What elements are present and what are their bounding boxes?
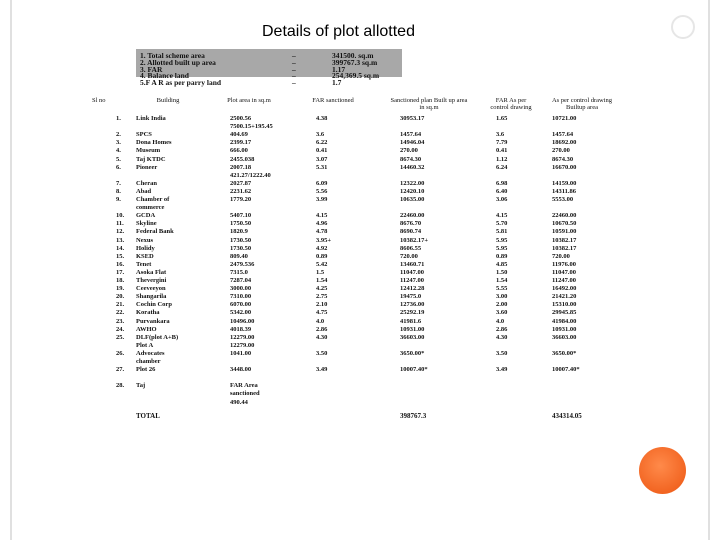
cell-control-drawing: 10591.00 [552, 228, 577, 236]
table-row [88, 277, 628, 285]
cell-far-as-per: 5.55 [496, 285, 508, 293]
cell-slno: 26. [116, 349, 125, 357]
cell-plot-area: 1779.20 [230, 196, 252, 203]
cell-building: Koratha [136, 309, 160, 317]
cell-control-drawing: 11047.00 [552, 268, 577, 276]
summary-value: 1.17 [332, 64, 346, 74]
cell-sanctioned: 11047.00 [400, 268, 425, 276]
cell-far: 2.86 [316, 325, 328, 333]
cell-building: Skyline [136, 220, 157, 228]
cell-plot-area: sanctioned [230, 390, 260, 398]
table-row [88, 196, 628, 204]
cell-far-as-per: 6.24 [496, 163, 508, 171]
cell-far: 4.30 [316, 333, 328, 341]
cell-far: 4.38 [316, 115, 328, 122]
cell-sanctioned: 8676.70 [400, 220, 422, 228]
decorative-orange-circle [639, 447, 686, 494]
cell-building: Thevergini [136, 277, 167, 284]
cell-control-drawing: 11247.00 [552, 277, 577, 284]
cell-building: Nexus [136, 236, 153, 244]
cell-far-as-per: 0.89 [496, 252, 508, 260]
cell-far-as-per: 2.86 [496, 325, 508, 333]
cell-far-as-per: 7.79 [496, 139, 508, 147]
cell-sanctioned: 14946.04 [400, 139, 425, 147]
table-row [88, 164, 628, 172]
cell-plot-area: 1041.00 [230, 349, 252, 357]
cell-far-as-per: 2.00 [496, 301, 508, 309]
summary-dash: – [292, 78, 296, 88]
cell-plot-area: 7310.00 [230, 293, 252, 301]
cell-slno: 7. [116, 179, 121, 187]
cell-slno: 17. [116, 268, 125, 276]
cell-control-drawing: 29945.85 [552, 309, 577, 317]
cell-control-drawing: 10382.17 [552, 244, 577, 252]
table-row [88, 131, 628, 139]
cell-control-drawing: 8674.30 [552, 155, 574, 163]
table-row [88, 212, 628, 220]
cell-control-drawing: 41984.00 [552, 317, 577, 325]
cell-plot-area: 7315.0 [230, 268, 248, 276]
cell-sanctioned: 8690.74 [400, 228, 422, 236]
cell-far-as-per: 1.54 [496, 277, 508, 284]
cell-far: 4.0 [316, 317, 325, 325]
cell-slno: 15. [116, 252, 125, 260]
summary-dash: – [292, 57, 296, 67]
cell-sanctioned: 10382.17+ [400, 236, 429, 244]
cell-far: 3.6 [316, 131, 325, 139]
header-sanctioned-plan: Sanctioned plan Built up area in sq.m [390, 97, 468, 111]
cell-far-as-per: 1.65 [496, 115, 508, 122]
cell-sanctioned: 8606.55 [400, 244, 422, 252]
cell-control-drawing: 18692.00 [552, 139, 577, 147]
cell-far: 5.56 [316, 187, 328, 195]
cell-plot-area: 2027.87 [230, 179, 252, 187]
cell-building: commerce [136, 204, 165, 212]
cell-sanctioned: 8674.30 [400, 155, 422, 163]
summary-dash: – [292, 64, 296, 74]
cell-slno: 5. [116, 155, 121, 163]
total-sanctioned: 398767.3 [400, 412, 427, 420]
cell-building: Federal Bank [136, 228, 174, 236]
cell-control-drawing: 10931.00 [552, 325, 577, 333]
decorative-circle-outline [671, 15, 695, 39]
cell-far: 5.42 [316, 260, 328, 268]
table-row [88, 115, 628, 123]
cell-slno: 18. [116, 277, 125, 284]
cell-building: chamber [136, 358, 161, 365]
cell-control-drawing: 16670.00 [552, 163, 577, 171]
cell-building: KSED [136, 252, 154, 260]
cell-slno: 22. [116, 309, 125, 317]
cell-far-as-per: 1.12 [496, 155, 508, 163]
table-row [88, 123, 628, 131]
cell-control-drawing: 10721.00 [552, 115, 577, 122]
cell-plot-area: 12279.00 [230, 333, 255, 341]
cell-building: Asoka Flat [136, 268, 167, 276]
right-border-line [708, 0, 710, 540]
header-far-as-per: FAR As per control drawing [490, 97, 532, 111]
cell-far: 4.75 [316, 309, 328, 317]
table-row [88, 301, 628, 309]
cell-slno: 21. [116, 301, 125, 309]
table-row [88, 358, 628, 366]
cell-plot-area: 421.27/1222.40 [230, 171, 271, 179]
cell-building: GCDA [136, 212, 156, 220]
table-row [88, 366, 628, 374]
table-row [88, 326, 628, 334]
cell-building: DLF(plot A+B) [136, 333, 179, 341]
cell-control-drawing: 10382.17 [552, 236, 577, 244]
table-row [88, 172, 628, 180]
table-row [88, 318, 628, 326]
cell-building: Abad [136, 187, 152, 195]
cell-plot-area: 12279.00 [230, 341, 255, 349]
cell-slno: 11. [116, 220, 124, 228]
cell-far-as-per: 3.06 [496, 196, 508, 203]
cell-far-as-per: 3.60 [496, 309, 508, 317]
cell-plot-area: 3448.00 [230, 366, 252, 374]
cell-slno: 23. [116, 317, 125, 325]
cell-control-drawing: 15310.00 [552, 301, 577, 309]
cell-control-drawing: 10007.40* [552, 366, 580, 374]
table-row [88, 374, 628, 382]
summary-value: 341500. sq.m [332, 51, 374, 60]
cell-far-as-per: 4.30 [496, 333, 508, 341]
table-row [88, 245, 628, 253]
table-row [88, 285, 628, 293]
cell-sanctioned: 10007.40* [400, 366, 428, 374]
cell-plot-area: 2500.56 [230, 115, 252, 122]
cell-control-drawing: 270.00 [552, 147, 570, 155]
cell-sanctioned: 12420.10 [400, 187, 425, 195]
summary-value: 254,369.5 sq.m [332, 71, 380, 81]
cell-far-as-per: 3.6 [496, 131, 505, 139]
cell-plot-area: 2007.18 [230, 163, 252, 171]
cell-plot-area: 2455.038 [230, 155, 255, 163]
cell-far-as-per: 4.0 [496, 317, 505, 325]
cell-sanctioned: 14460.32 [400, 163, 425, 171]
cell-far: 0.41 [316, 147, 328, 155]
cell-far: 2.75 [316, 293, 328, 301]
cell-sanctioned: 36603.00 [400, 333, 425, 341]
cell-plot-area: FAR Area [230, 382, 258, 390]
cell-slno: 2. [116, 131, 121, 139]
cell-building: Link India [136, 115, 166, 122]
cell-slno: 1. [116, 115, 121, 122]
cell-building: Purvankara [136, 317, 170, 325]
cell-far: 3.95+ [316, 236, 332, 244]
table-row [88, 237, 628, 245]
cell-far-as-per: 5.95 [496, 244, 508, 252]
summary-label: 3. FAR [140, 64, 163, 74]
cell-sanctioned: 41981.6 [400, 317, 422, 325]
cell-far: 4.25 [316, 285, 328, 293]
cell-building: Cheran [136, 179, 157, 187]
summary-label: 1. Total scheme area [140, 51, 205, 60]
cell-plot-area: 10496.00 [230, 317, 255, 325]
cell-far-as-per: 3.49 [496, 366, 508, 374]
cell-slno: 9. [116, 196, 121, 203]
cell-sanctioned: 13460.71 [400, 260, 425, 268]
table-row [88, 220, 628, 228]
cell-slno: 13. [116, 236, 125, 244]
cell-building: Dona Homes [136, 139, 172, 147]
cell-building: Pioneer [136, 163, 158, 171]
cell-slno: 8. [116, 187, 121, 195]
cell-slno: 14. [116, 244, 125, 252]
cell-plot-area: 6070.00 [230, 301, 252, 309]
cell-slno: 16. [116, 260, 125, 268]
table-row [88, 269, 628, 277]
table-row [88, 390, 628, 398]
cell-far-as-per: 5.95 [496, 236, 508, 244]
cell-building: Taj KTDC [136, 155, 166, 163]
cell-sanctioned: 720.00 [400, 252, 418, 260]
cell-slno: 12. [116, 228, 125, 236]
cell-slno: 10. [116, 212, 125, 220]
cell-plot-area: 7287.04 [230, 277, 252, 284]
cell-building: Shangarila [136, 293, 167, 301]
cell-plot-area: 2399.17 [230, 139, 252, 147]
cell-plot-area: 1820.9 [230, 228, 248, 236]
summary-label: 5.F A R as per parry land [140, 78, 222, 88]
cell-far: 5.31 [316, 163, 328, 171]
cell-control-drawing: 11976.00 [552, 260, 577, 268]
cell-plot-area: 1730.50 [230, 244, 252, 252]
cell-slno: 4. [116, 147, 121, 155]
summary-dash: – [292, 71, 296, 81]
cell-building: SPCS [136, 131, 152, 139]
cell-far: 4.78 [316, 228, 328, 236]
cell-building: Tenet [136, 260, 152, 268]
cell-far: 1.54 [316, 277, 328, 284]
table-row [88, 139, 628, 147]
cell-control-drawing: 14311.86 [552, 187, 577, 195]
left-border-line [10, 0, 12, 540]
cell-far-as-per: 5.70 [496, 220, 508, 228]
cell-control-drawing: 5553.00 [552, 196, 574, 203]
cell-control-drawing: 36603.00 [552, 333, 577, 341]
cell-plot-area: 666.00 [230, 147, 248, 155]
cell-slno: 6. [116, 163, 121, 171]
cell-building: AWHO [136, 325, 157, 333]
cell-far-as-per: 3.00 [496, 293, 508, 301]
cell-far-as-per: 4.15 [496, 212, 508, 220]
table-row [88, 309, 628, 317]
header-far-sanctioned: FAR sanctioned [312, 97, 354, 104]
table-row [88, 293, 628, 301]
cell-plot-area: 2231.62 [230, 187, 252, 195]
cell-far: 6.22 [316, 139, 328, 147]
cell-control-drawing: 14159.00 [552, 179, 577, 187]
cell-sanctioned: 270.00 [400, 147, 418, 155]
cell-building: Holidy [136, 244, 155, 252]
total-control-drawing: 434314.05 [552, 412, 582, 420]
cell-sanctioned: 30953.17 [400, 115, 425, 122]
cell-sanctioned: 1457.64 [400, 131, 422, 139]
table-row [88, 253, 628, 261]
cell-control-drawing: 10670.50 [552, 220, 577, 228]
cell-far-as-per: 1.50 [496, 268, 508, 276]
summary-value: 1.7 [332, 78, 342, 88]
cell-far: 4.96 [316, 220, 328, 228]
cell-plot-area: 7500.15+195.45 [230, 123, 273, 131]
summary-label: 4. Balance land [140, 71, 189, 81]
cell-control-drawing: 21421.20 [552, 293, 577, 301]
cell-building: Chamber of [136, 196, 170, 203]
cell-plot-area: 5407.10 [230, 212, 252, 220]
cell-plot-area: 809.40 [230, 252, 248, 260]
cell-control-drawing: 720.00 [552, 252, 570, 260]
cell-plot-area: 404.69 [230, 131, 248, 139]
cell-slno: 28. [116, 382, 125, 390]
cell-slno: 24. [116, 325, 125, 333]
cell-building: Ceeveeyon [136, 285, 166, 293]
cell-plot-area: 4018.39 [230, 325, 252, 333]
cell-far: 3.99 [316, 196, 328, 203]
table-row [88, 382, 628, 390]
cell-far: 3.49 [316, 366, 328, 374]
cell-sanctioned: 10931.00 [400, 325, 425, 333]
cell-sanctioned: 25292.19 [400, 309, 425, 317]
cell-far: 1.5 [316, 268, 325, 276]
cell-sanctioned: 19475.0 [400, 293, 422, 301]
summary-label: 2. Allotted built up area [140, 57, 216, 67]
cell-far-as-per: 6.98 [496, 179, 508, 187]
cell-slno: 19. [116, 285, 125, 293]
cell-sanctioned: 11247.00 [400, 277, 425, 284]
table-row [88, 399, 628, 407]
cell-far: 3.50 [316, 349, 328, 357]
cell-far-as-per: 3.50 [496, 349, 508, 357]
header-plot-area: Plot area in sq.m [227, 97, 271, 104]
table-row [88, 147, 628, 155]
cell-plot-area: 1730.50 [230, 236, 252, 244]
cell-far: 2.10 [316, 301, 328, 309]
cell-building: Taj [136, 382, 146, 390]
cell-far-as-per: 6.40 [496, 187, 508, 195]
cell-far: 0.89 [316, 252, 328, 260]
header-building: Building [156, 97, 180, 104]
cell-building: Plot A [136, 341, 154, 349]
summary-value: 399767.3 sq.m [332, 57, 378, 67]
cell-control-drawing: 16492.00 [552, 285, 577, 293]
cell-plot-area: 490.44 [230, 398, 248, 406]
table-row [88, 334, 628, 342]
cell-sanctioned: 12322.00 [400, 179, 425, 187]
cell-far: 3.07 [316, 155, 328, 163]
table-row [88, 350, 628, 358]
cell-building: Museum [136, 147, 161, 155]
cell-slno: 25. [116, 333, 125, 341]
slide-title: Details of plot allotted [262, 23, 415, 40]
table-row [88, 180, 628, 188]
header-control-drawing: As per control drawing Builtup area [551, 97, 613, 111]
scanned-table-image [88, 49, 628, 427]
table-row [88, 228, 628, 236]
cell-sanctioned: 12736.00 [400, 301, 425, 309]
cell-far-as-per: 5.81 [496, 228, 508, 236]
cell-far: 6.09 [316, 179, 328, 187]
header-slno: Sl no [92, 97, 106, 104]
cell-sanctioned: 10635.00 [400, 196, 425, 203]
cell-slno: 20. [116, 293, 125, 301]
cell-sanctioned: 3650.00* [400, 349, 425, 357]
cell-building: Cochin Corp [136, 301, 172, 309]
cell-building: Advocates [136, 349, 165, 357]
summary-dash: – [292, 51, 296, 60]
cell-control-drawing: 1457.64 [552, 131, 574, 139]
total-label: TOTAL [136, 412, 160, 420]
table-row [88, 204, 628, 212]
cell-far-as-per: 0.41 [496, 147, 508, 155]
table-row [88, 261, 628, 269]
cell-control-drawing: 3650.00* [552, 349, 577, 357]
cell-plot-area: 5342.00 [230, 309, 252, 317]
cell-far: 4.15 [316, 212, 328, 220]
cell-plot-area: 1750.50 [230, 220, 252, 228]
cell-far-as-per: 4.85 [496, 260, 508, 268]
cell-plot-area: 3000.00 [230, 285, 252, 293]
cell-control-drawing: 22460.00 [552, 212, 577, 220]
cell-sanctioned: 22460.00 [400, 212, 425, 220]
table-row [88, 188, 628, 196]
cell-far: 4.92 [316, 244, 328, 252]
cell-building: Plot 26 [136, 366, 156, 374]
table-row [88, 342, 628, 350]
cell-slno: 27. [116, 366, 125, 374]
table-row [88, 156, 628, 164]
cell-plot-area: 2479.536 [230, 260, 255, 268]
cell-slno: 3. [116, 139, 121, 147]
cell-sanctioned: 12412.28 [400, 285, 425, 293]
